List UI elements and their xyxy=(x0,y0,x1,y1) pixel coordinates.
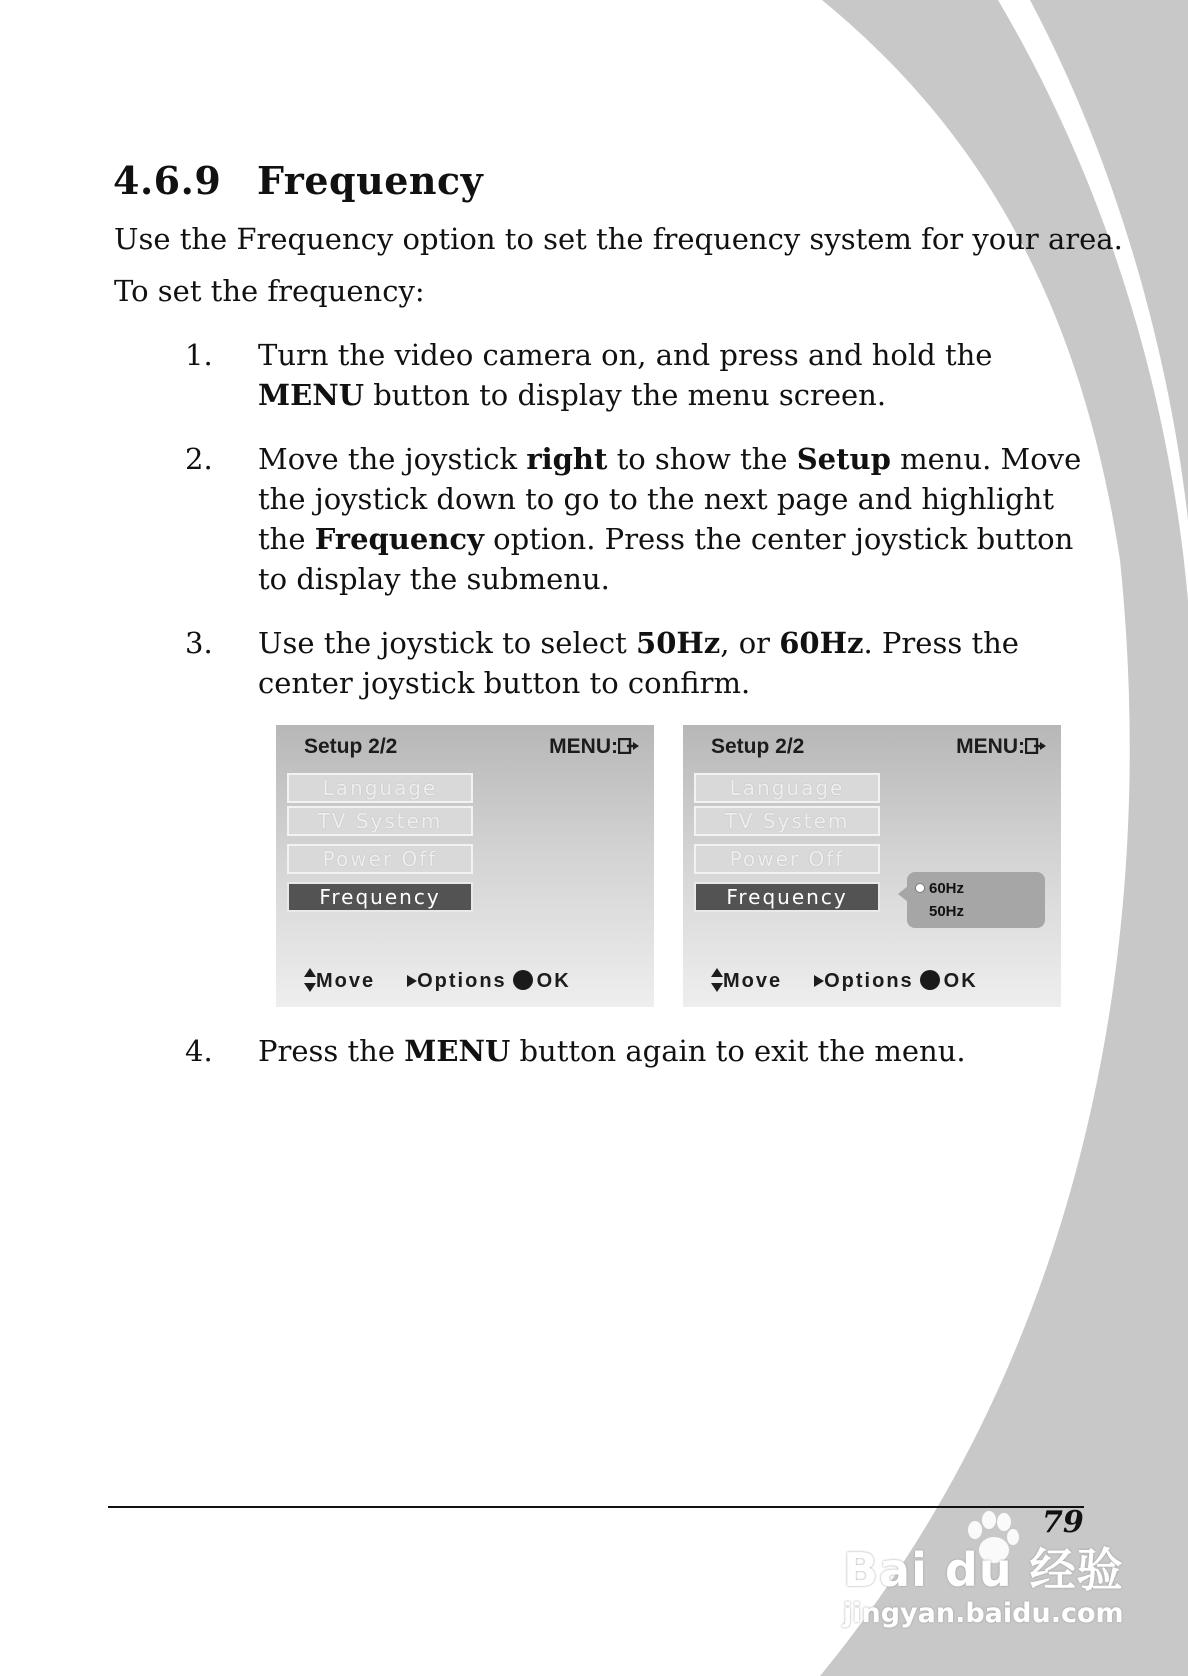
section-number: 4.6.9 xyxy=(113,158,222,203)
lead-paragraph: To set the frequency: xyxy=(114,274,425,308)
menu-exit-label: MENU: xyxy=(956,735,1047,759)
footer-ok-label: OK xyxy=(943,970,978,992)
step-number: 2. xyxy=(185,442,213,476)
step-text: Turn the video camera on, and press and hold the MENU button to display the menu screen. xyxy=(258,338,993,412)
screen-footer xyxy=(304,968,571,993)
baidu-watermark xyxy=(843,1510,1123,1630)
step-number: 3. xyxy=(185,626,213,660)
menu-item-language: Language xyxy=(694,773,880,803)
page-number: 79 xyxy=(1042,1505,1084,1540)
updown-arrow-icon xyxy=(304,968,316,992)
updown-arrow-icon xyxy=(711,968,723,992)
submenu-option-50hz: 50Hz xyxy=(929,903,965,920)
intro-paragraph: Use the Frequency option to set the frequency system for your area. xyxy=(114,222,1123,256)
footer-move-label: Move xyxy=(723,970,783,992)
exit-icon xyxy=(1025,738,1047,754)
section-title: Frequency xyxy=(257,158,484,203)
watermark-url: jingyan.baidu.com xyxy=(843,1598,1124,1629)
ok-button-icon xyxy=(513,970,533,990)
screen-title: Setup 2/2 xyxy=(304,735,398,758)
right-arrow-icon xyxy=(407,975,417,987)
footer-move-label: Move xyxy=(316,970,376,992)
footer-ok-label: OK xyxy=(536,970,571,992)
footer-rule xyxy=(108,1506,1084,1508)
step-number: 1. xyxy=(185,338,213,372)
right-arrow-icon xyxy=(814,975,824,987)
screen-footer xyxy=(711,968,978,993)
footer-options-label: Options xyxy=(417,970,507,992)
step-text: Move the joystick right to show the Setup menu. Move the joystick down to go to the next page and highlight the Frequency option. Press the center joystick button to display the submenu. xyxy=(258,442,1082,596)
menu-item-language: Language xyxy=(287,773,473,803)
submenu-pointer xyxy=(898,886,908,902)
exit-icon xyxy=(618,738,640,754)
submenu-option-60hz: 60Hz xyxy=(929,880,965,897)
step-text: Press the MENU button again to exit the menu. xyxy=(258,1034,966,1068)
menu-item-frequency-selected: Frequency xyxy=(694,882,880,912)
menu-exit-label: MENU: xyxy=(549,735,640,759)
menu-item-frequency-selected: Frequency xyxy=(287,882,473,912)
frequency-submenu xyxy=(907,872,1045,928)
step-text: Use the joystick to select 50Hz, or 60Hz. Press the center joystick button to confirm. xyxy=(258,626,1019,700)
menu-item-tv-system: TV System xyxy=(287,806,473,836)
ok-button-icon xyxy=(920,970,940,990)
menu-screenshot-setup xyxy=(276,725,654,1007)
selected-radio-icon xyxy=(915,883,925,893)
step-number: 4. xyxy=(185,1034,213,1068)
screen-title: Setup 2/2 xyxy=(711,735,805,758)
menu-item-power-off: Power Off xyxy=(287,844,473,874)
menu-item-power-off: Power Off xyxy=(694,844,880,874)
menu-item-tv-system: TV System xyxy=(694,806,880,836)
footer-options-label: Options xyxy=(824,970,914,992)
section-heading xyxy=(113,158,483,203)
menu-screenshot-frequency-submenu xyxy=(683,725,1061,1007)
watermark-logo-text: Bai du 经验 xyxy=(843,1543,1124,1597)
